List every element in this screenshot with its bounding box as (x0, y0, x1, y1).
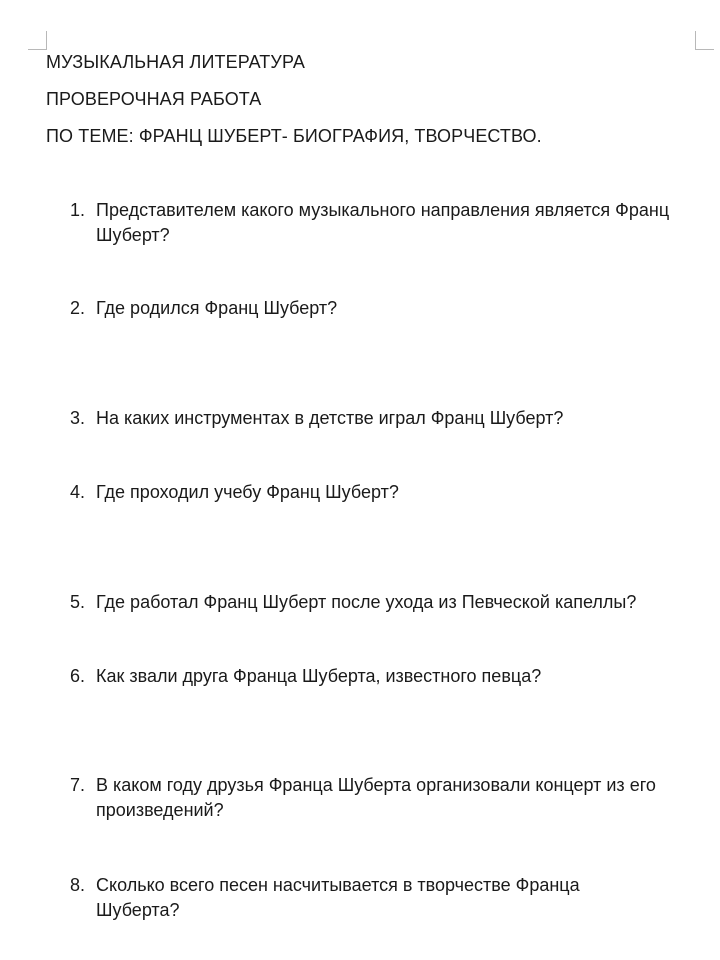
question-text: Как звали друга Франца Шуберта, известного певца? (96, 666, 542, 686)
question-number: 7. (70, 775, 86, 795)
question-number: 1. (70, 200, 86, 220)
question-number: 4. (70, 482, 86, 502)
page-corner-mark-top-right (695, 31, 714, 50)
question-text: На каких инструментах в детстве играл Франц Шуберт? (96, 408, 564, 428)
question-number: 3. (70, 408, 86, 428)
subject-heading: МУЗЫКАЛЬНАЯ ЛИТЕРАТУРА (46, 52, 305, 72)
question-text: Сколько всего песен насчитывается в творчестве Франца Шуберта? (96, 875, 580, 920)
question-number: 5. (70, 592, 86, 612)
question-text: Где родился Франц Шуберт? (96, 298, 338, 318)
question-text: Где проходил учебу Франц Шуберт? (96, 482, 399, 502)
page-corner-mark-top-left (28, 31, 47, 50)
question-number: 2. (70, 298, 86, 318)
question-number: 8. (70, 875, 86, 895)
question-number: 6. (70, 666, 86, 686)
question-text: Где работал Франц Шуберт после ухода из Певческой капеллы? (96, 592, 637, 612)
question-text: Представителем какого музыкального направления является Франц Шуберт? (96, 200, 670, 245)
question-text: В каком году друзья Франца Шуберта организовали концерт из его произведений? (96, 775, 656, 820)
topic-heading: ПО ТЕМЕ: ФРАНЦ ШУБЕРТ- БИОГРАФИЯ, ТВОРЧЕСТВО. (46, 126, 542, 146)
work-type-heading: ПРОВЕРОЧНАЯ РАБОТА (46, 89, 262, 109)
